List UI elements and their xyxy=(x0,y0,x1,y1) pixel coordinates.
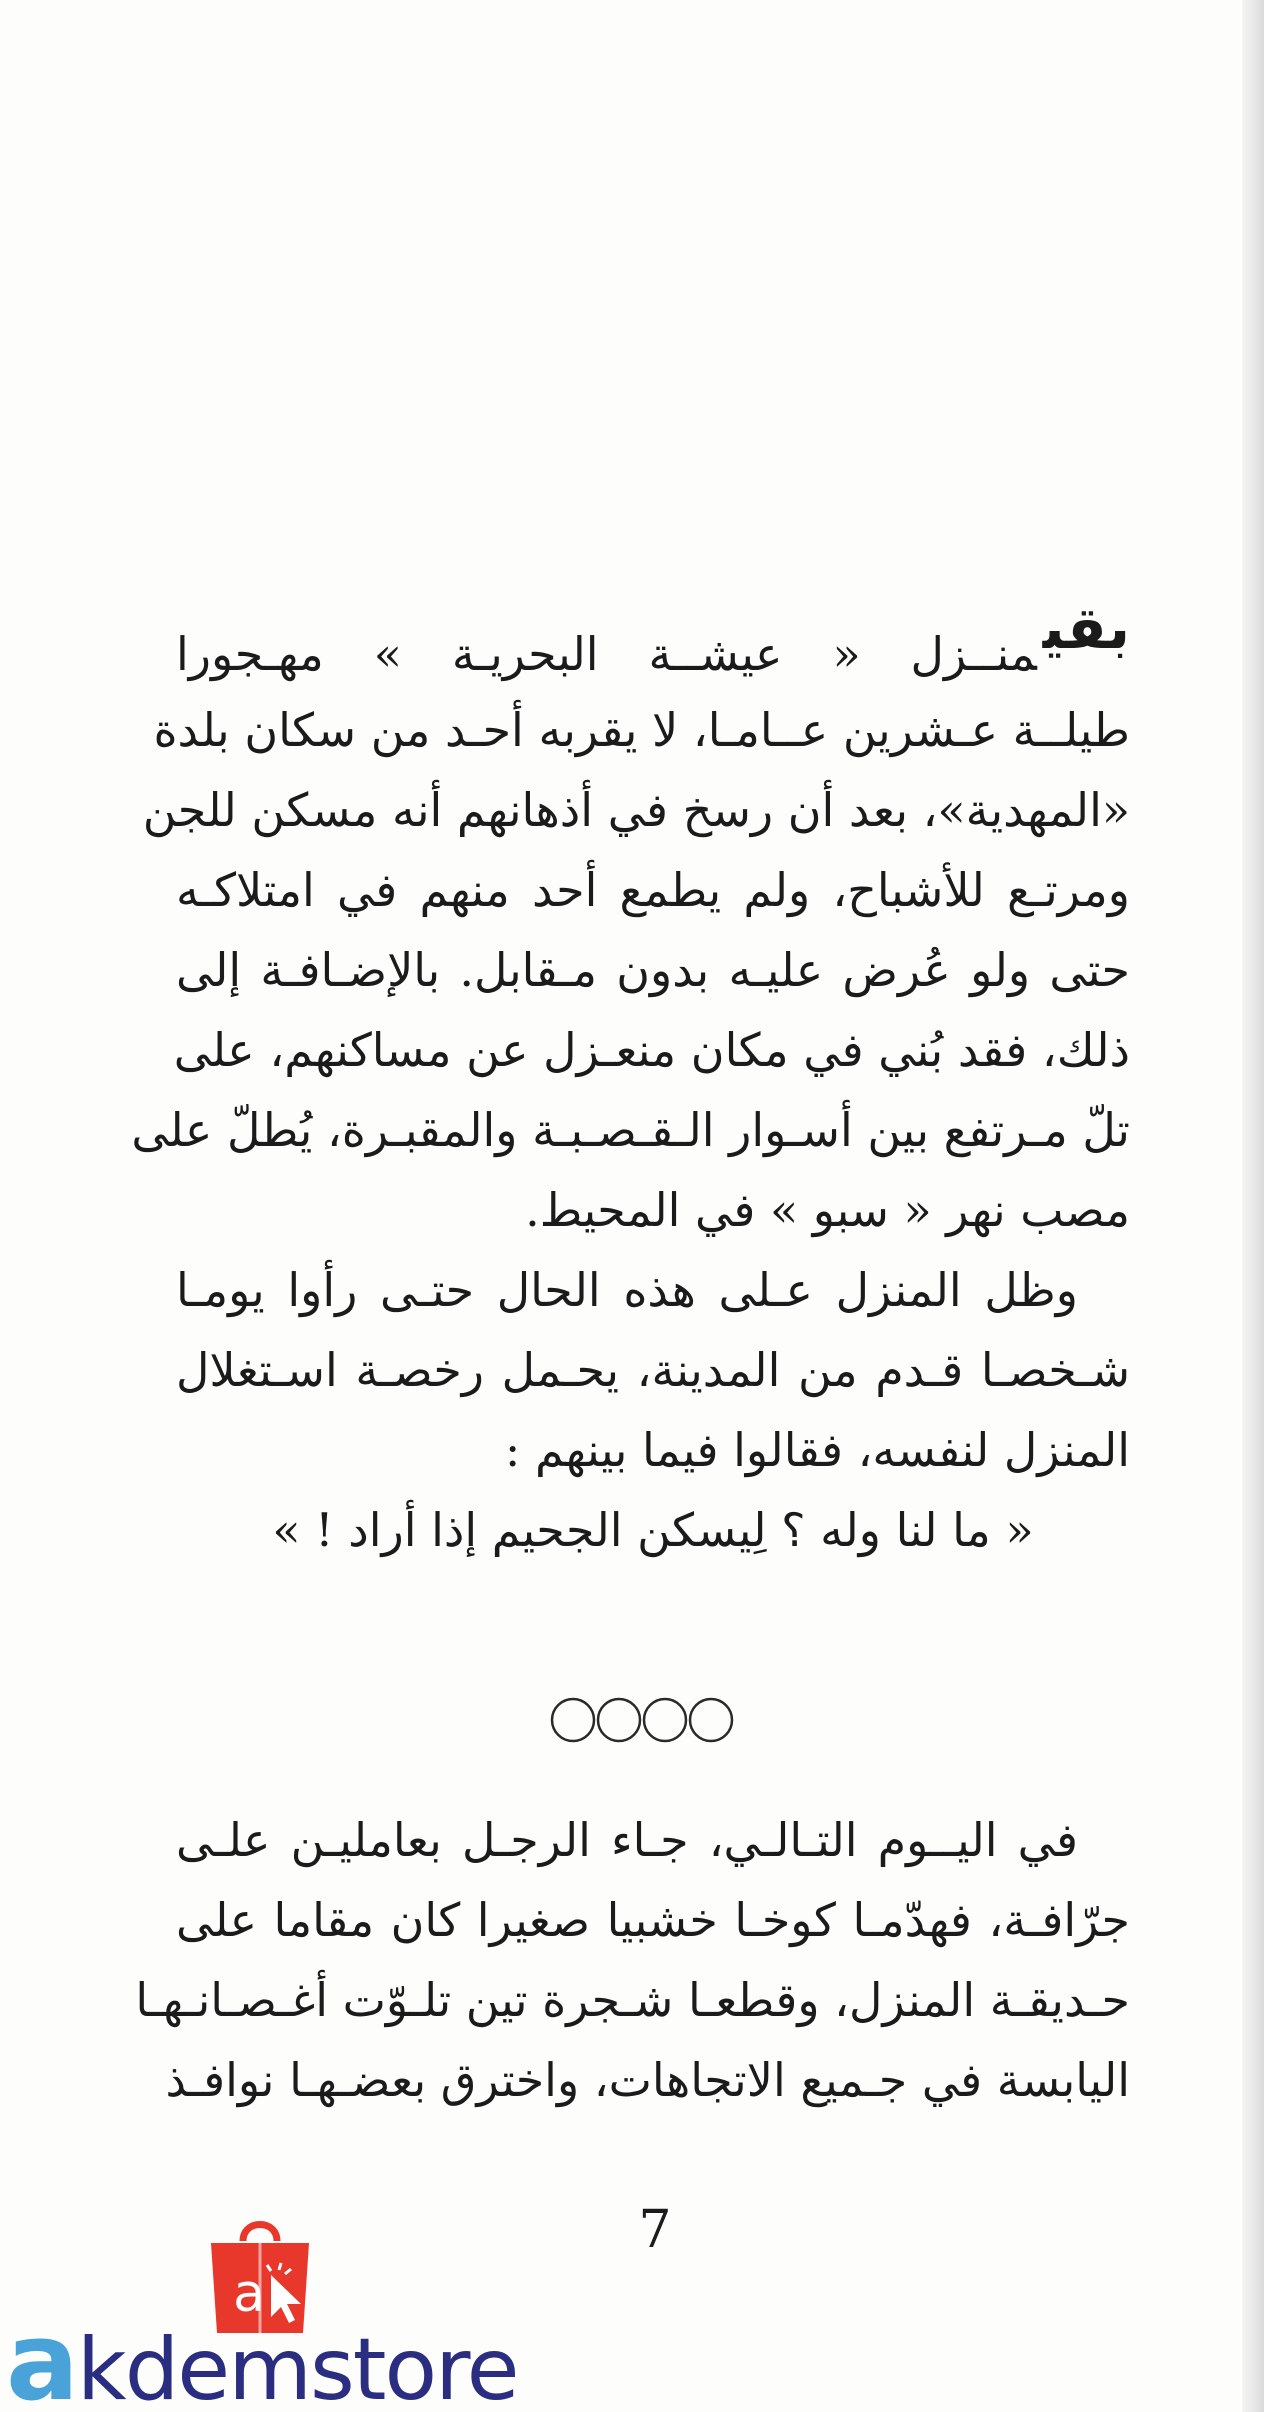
brand-name: akdemstore xyxy=(6,2300,518,2412)
text-line: حتى ولو عُرض عليـه بدون مـقابل. بالإضـافـة إلى xyxy=(176,943,1130,997)
story-text-lower xyxy=(135,1800,1130,2120)
page-edge-shadow xyxy=(1242,0,1264,2412)
akdemstore-watermark xyxy=(0,2205,540,2410)
text-line: تلّ مـرتفع بين أسـوار الـقـصـبـة والمقبـرة، يُطلّ على xyxy=(131,1103,1130,1157)
text-line: بقيمنــزل « عيشــة البحريـة » مهـجورا xyxy=(176,594,1130,681)
page-number: 7 xyxy=(638,2200,672,2260)
separator-circle-icon xyxy=(552,1699,594,1741)
bag-letter: a xyxy=(233,2264,265,2324)
separator-circle-icon xyxy=(690,1699,732,1741)
story-text-upper xyxy=(131,594,1130,1570)
text-line: جرّافـة، فهدّمـا كوخـا خشبيا صغيرا كان مقاما على xyxy=(176,1893,1130,1947)
text-line: ومرتـع للأشباح، ولم يطمع أحد منهم في امتلاكـه xyxy=(176,863,1130,917)
text-line: المنزل لنفسه، فقالوا فيما بينهم : xyxy=(504,1423,1130,1477)
text-line: اليابسة في جـميع الاتجاهات، واخترق بعضـهـا نوافـذ xyxy=(165,2053,1130,2107)
separator-circle-icon xyxy=(598,1699,640,1741)
quote-line: « ما لنا وله ؟ لِيسكن الجحيم إذا أراد ! » xyxy=(272,1503,1034,1557)
text-line: حـديقـة المنزل، وقطعـا شـجرة تين تلـوّت أغـصـانـهـا xyxy=(135,1973,1130,2027)
text-line: ذلك، فقد بُني في مكان منعـزل عن مساكنهم، على xyxy=(173,1023,1130,1077)
text-line: وظل المنزل عـلى هذه الحال حتـى رأوا يومـا xyxy=(176,1263,1078,1317)
separator-circle-icon xyxy=(644,1699,686,1741)
text-line: شـخصـا قـدم من المدينة، يحـمل رخصـة اسـتغلال xyxy=(176,1343,1130,1397)
text-line: في اليــوم التـالـي، جـاء الرجـل بعامليـن علـى xyxy=(176,1813,1078,1867)
section-separator xyxy=(548,1690,738,1750)
text-line: «المهدية»، بعد أن رسخ في أذهانهم أنه مسكن للجن xyxy=(142,783,1130,837)
text-line: طيلــة عـشرين عــامـا، لا يقربه أحـد من سكان بلدة xyxy=(153,703,1130,757)
text-line: مصب نهر « سبو » في المحيط. xyxy=(525,1183,1130,1237)
opening-word: بقي xyxy=(1042,594,1130,662)
